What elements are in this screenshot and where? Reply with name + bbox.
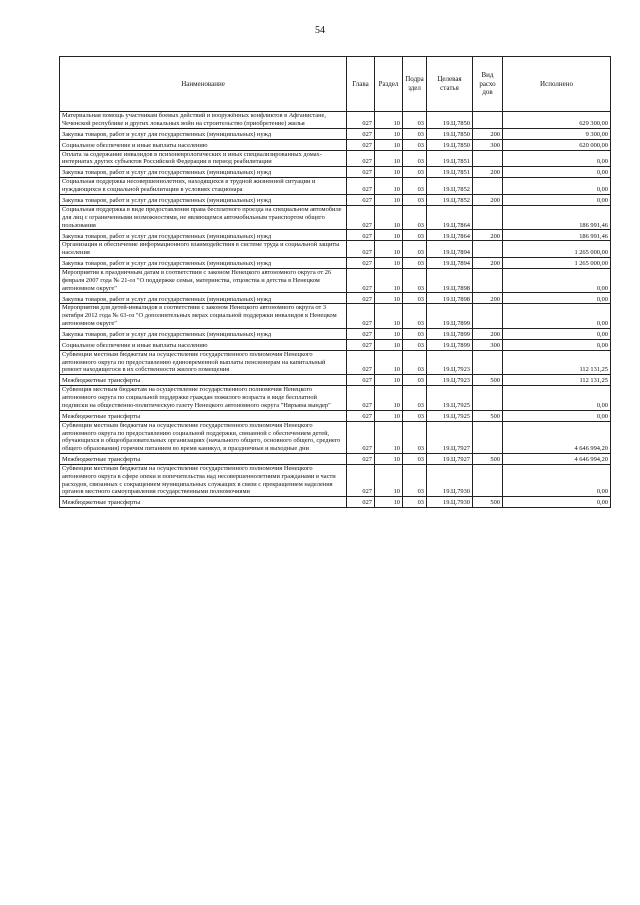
cell-podrazdel: 03 [403,230,427,241]
cell-razdel: 10 [375,257,403,268]
cell-podrazdel: 03 [403,421,427,453]
cell-glava: 027 [347,230,375,241]
cell-glava: 027 [347,375,375,386]
table-row [60,150,611,167]
cell-target: 19.Ц.7851 [427,150,473,167]
cell-glava: 027 [347,150,375,167]
cell-glava: 027 [347,304,375,328]
cell-name: Социальная поддержка несовершеннолетних, находящихся в трудной жизненной ситуации и нуждающихся в социальной реабилитации в условиях стационара [60,178,347,195]
cell-razdel: 10 [375,386,403,410]
cell-podrazdel: 03 [403,257,427,268]
cell-amount: 4 646 994,20 [503,421,611,453]
table-row [60,128,611,139]
cell-amount: 0,00 [503,293,611,304]
cell-name: Социальное обеспечение и иные выплаты населению [60,139,347,150]
cell-name: Субвенции местным бюджетам на осуществление государственного полномочия Ненецкого автономного округа по предоставлению социальной поддержки, связанной с обеспечением детей, обучающихся в общеобразовательных организациях (начального общего, основного общего, среднего общего образования) горячим питанием во время каникул, в праздничные и выходные дни [60,421,347,453]
cell-name: Субвенции местным бюджетам на осуществление государственного полномочия Ненецкого автономного округа по предоставлению единовременной выплаты пенсионерам на капитальный ремонт находящегося в их собственности жилого помещения [60,350,347,374]
cell-razdel: 10 [375,139,403,150]
cell-glava: 027 [347,410,375,421]
cell-amount: 0,00 [503,386,611,410]
table-row [60,139,611,150]
cell-razdel: 10 [375,421,403,453]
cell-amount: 186 991,46 [503,205,611,229]
header-target: Целевая статья [427,57,473,112]
cell-vid: 200 [473,194,503,205]
table-row [60,293,611,304]
cell-target: 19.Ц.7930 [427,464,473,496]
cell-podrazdel: 03 [403,178,427,195]
cell-razdel: 10 [375,178,403,195]
cell-target: 19.Ц.7864 [427,205,473,229]
cell-razdel: 10 [375,350,403,374]
cell-target: 19.Ц.7898 [427,268,473,292]
cell-glava: 027 [347,139,375,150]
cell-name: Закупка товаров, работ и услуг для государственных (муниципальных) нужд [60,328,347,339]
cell-amount: 0,00 [503,328,611,339]
cell-amount: 0,00 [503,410,611,421]
cell-podrazdel: 03 [403,194,427,205]
cell-vid [473,350,503,374]
cell-razdel: 10 [375,205,403,229]
cell-vid [473,304,503,328]
header-podrazdel: Подра здел [403,57,427,112]
header-razdel: Раздел [375,57,403,112]
cell-glava: 027 [347,268,375,292]
cell-vid [473,205,503,229]
cell-target: 19.Ц.7851 [427,167,473,178]
cell-podrazdel: 03 [403,410,427,421]
cell-podrazdel: 03 [403,128,427,139]
cell-amount: 112 131,25 [503,350,611,374]
cell-glava: 027 [347,293,375,304]
cell-target: 19.Ц.7899 [427,339,473,350]
cell-podrazdel: 03 [403,304,427,328]
table-row [60,410,611,421]
cell-glava: 027 [347,421,375,453]
cell-vid: 200 [473,128,503,139]
table-row [60,350,611,374]
cell-podrazdel: 03 [403,464,427,496]
cell-amount: 0,00 [503,464,611,496]
cell-vid [473,421,503,453]
table-row [60,268,611,292]
cell-target: 19.Ц.7923 [427,375,473,386]
cell-vid [473,241,503,258]
cell-target: 19.Ц.7899 [427,328,473,339]
cell-razdel: 10 [375,268,403,292]
cell-vid: 200 [473,257,503,268]
cell-amount: 0,00 [503,150,611,167]
table-row [60,328,611,339]
cell-target: 19.Ц.7850 [427,112,473,129]
cell-vid: 300 [473,139,503,150]
cell-vid [473,268,503,292]
cell-razdel: 10 [375,328,403,339]
cell-razdel: 10 [375,464,403,496]
cell-target: 19.Ц.7927 [427,453,473,464]
cell-podrazdel: 03 [403,205,427,229]
cell-amount: 629 300,00 [503,112,611,129]
table-row [60,464,611,496]
cell-name: Организация и обеспечение информационного взаимодействия в системе труда и социальной защиты населения [60,241,347,258]
cell-amount: 1 265 000,00 [503,241,611,258]
table-row [60,205,611,229]
cell-name: Закупка товаров, работ и услуг для государственных (муниципальных) нужд [60,128,347,139]
page-number: 54 [315,25,325,36]
table-row [60,257,611,268]
table-row [60,497,611,508]
cell-razdel: 10 [375,375,403,386]
table-row [60,112,611,129]
cell-vid: 200 [473,167,503,178]
cell-name: Материальная помощь участникам боевых действий и вооружённых конфликтов в Афганистане, Чеченской республике и других локальных войн на строительство (приобретение) жилья [60,112,347,129]
cell-name: Мероприятия для детей-инвалидов в соответствии с законом Ненецкого автономного округа от 3 октября 2012 года № 63-оз "О дополнительных мерах социальной поддержки инвалидов в Ненецком автономном округе" [60,304,347,328]
cell-name: Субвенции местным бюджетам на осуществление государственного полномочия Ненецкого автономного округа в сфере опеки и попечительства над несовершеннолетними гражданами в части расходов, связанных с сокращением муниципальных служащих в связи с прекращением наделения органов местного самоуправления государственными полномочиями [60,464,347,496]
cell-glava: 027 [347,112,375,129]
cell-name: Закупка товаров, работ и услуг для государственных (муниципальных) нужд [60,167,347,178]
table-header-row [60,57,611,112]
cell-glava: 027 [347,205,375,229]
cell-target: 19.Ц.7894 [427,241,473,258]
cell-glava: 027 [347,497,375,508]
cell-podrazdel: 03 [403,350,427,374]
cell-name: Закупка товаров, работ и услуг для государственных (муниципальных) нужд [60,194,347,205]
table-row [60,304,611,328]
cell-razdel: 10 [375,339,403,350]
cell-name: Закупка товаров, работ и услуг для государственных (муниципальных) нужд [60,293,347,304]
table-body [60,112,611,508]
cell-vid: 200 [473,230,503,241]
cell-podrazdel: 03 [403,293,427,304]
cell-target: 19.Ц.7852 [427,178,473,195]
cell-glava: 027 [347,128,375,139]
cell-glava: 027 [347,386,375,410]
cell-amount: 0,00 [503,194,611,205]
table-row [60,178,611,195]
cell-vid [473,178,503,195]
cell-razdel: 10 [375,293,403,304]
cell-name: Субвенция местным бюджетам на осуществление государственного полномочия Ненецкого автономного округа по социальной поддержке граждан пожилого возраста в виде бесплатной подписки на общественно-политическую газету Ненецкого автономного округа "Няръяна вындер" [60,386,347,410]
cell-amount: 186 991,46 [503,230,611,241]
cell-vid: 200 [473,293,503,304]
cell-target: 19.Ц.7925 [427,410,473,421]
header-name: Наименование [60,57,347,112]
cell-vid [473,150,503,167]
cell-podrazdel: 03 [403,386,427,410]
cell-glava: 027 [347,350,375,374]
cell-target: 19.Ц.7852 [427,194,473,205]
cell-razdel: 10 [375,230,403,241]
cell-glava: 027 [347,257,375,268]
cell-amount: 0,00 [503,167,611,178]
cell-razdel: 10 [375,241,403,258]
cell-vid: 500 [473,453,503,464]
table-row [60,421,611,453]
cell-razdel: 10 [375,128,403,139]
cell-glava: 027 [347,328,375,339]
cell-target: 19.Ц.7894 [427,257,473,268]
cell-razdel: 10 [375,150,403,167]
cell-name: Социальная поддержка в виде предоставления права бесплатного проезда на специальном автомобиле для лиц с ограниченными возможностями, не являющемся автомобильным транспортом общего пользования [60,205,347,229]
cell-razdel: 10 [375,167,403,178]
cell-razdel: 10 [375,194,403,205]
header-glava: Глава [347,57,375,112]
cell-amount: 9 300,00 [503,128,611,139]
cell-amount: 0,00 [503,497,611,508]
table-row [60,167,611,178]
cell-podrazdel: 03 [403,150,427,167]
cell-razdel: 10 [375,497,403,508]
cell-target: 19.Ц.7923 [427,350,473,374]
cell-glava: 027 [347,194,375,205]
cell-podrazdel: 03 [403,139,427,150]
cell-target: 19.Ц.7930 [427,497,473,508]
cell-glava: 027 [347,339,375,350]
cell-amount: 620 000,00 [503,139,611,150]
cell-amount: 0,00 [503,304,611,328]
cell-razdel: 10 [375,304,403,328]
cell-target: 19.Ц.7864 [427,230,473,241]
cell-target: 19.Ц.7927 [427,421,473,453]
cell-name: Закупка товаров, работ и услуг для государственных (муниципальных) нужд [60,230,347,241]
cell-name: Социальное обеспечение и иные выплаты населению [60,339,347,350]
cell-name: Межбюджетные трансферты [60,497,347,508]
cell-amount: 0,00 [503,178,611,195]
table-row [60,194,611,205]
cell-name: Мероприятия к праздничным датам в соответствии с законом Ненецкого автономного округа от 26 февраля 2007 года № 21-оз "О поддержке семьи, материнства, отцовства и детства в Ненецком автономном округе" [60,268,347,292]
cell-amount: 4 646 994,20 [503,453,611,464]
cell-podrazdel: 03 [403,375,427,386]
cell-razdel: 10 [375,410,403,421]
cell-amount: 112 131,25 [503,375,611,386]
cell-target: 19.Ц.7850 [427,128,473,139]
cell-target: 19.Ц.7850 [427,139,473,150]
cell-glava: 027 [347,167,375,178]
cell-vid [473,386,503,410]
cell-podrazdel: 03 [403,167,427,178]
cell-name: Оплата за содержание инвалидов в психоневрологических и иных специализированных домах-интернатах других субъектов Российской Федерации в период реабилитации [60,150,347,167]
cell-name: Межбюджетные трансферты [60,375,347,386]
cell-vid: 300 [473,339,503,350]
cell-razdel: 10 [375,112,403,129]
cell-podrazdel: 03 [403,112,427,129]
cell-glava: 027 [347,178,375,195]
cell-podrazdel: 03 [403,328,427,339]
cell-vid: 500 [473,410,503,421]
cell-glava: 027 [347,464,375,496]
cell-podrazdel: 03 [403,497,427,508]
cell-podrazdel: 03 [403,453,427,464]
cell-amount: 0,00 [503,268,611,292]
cell-name: Межбюджетные трансферты [60,410,347,421]
header-vid: Вид расхо дов [473,57,503,112]
cell-vid: 500 [473,497,503,508]
cell-target: 19.Ц.7899 [427,304,473,328]
cell-podrazdel: 03 [403,268,427,292]
table-row [60,230,611,241]
table-row [60,339,611,350]
cell-vid [473,464,503,496]
cell-glava: 027 [347,241,375,258]
cell-glava: 027 [347,453,375,464]
cell-podrazdel: 03 [403,339,427,350]
cell-name: Межбюджетные трансферты [60,453,347,464]
cell-amount: 0,00 [503,339,611,350]
cell-vid [473,112,503,129]
cell-vid: 200 [473,328,503,339]
budget-table [59,56,611,508]
cell-target: 19.Ц.7898 [427,293,473,304]
cell-vid: 500 [473,375,503,386]
cell-amount: 1 265 000,00 [503,257,611,268]
table-row [60,375,611,386]
cell-target: 19.Ц.7925 [427,386,473,410]
table-row [60,386,611,410]
header-executed: Исполнено [503,57,611,112]
table-row [60,241,611,258]
cell-podrazdel: 03 [403,241,427,258]
cell-razdel: 10 [375,453,403,464]
cell-name: Закупка товаров, работ и услуг для государственных (муниципальных) нужд [60,257,347,268]
table-row [60,453,611,464]
